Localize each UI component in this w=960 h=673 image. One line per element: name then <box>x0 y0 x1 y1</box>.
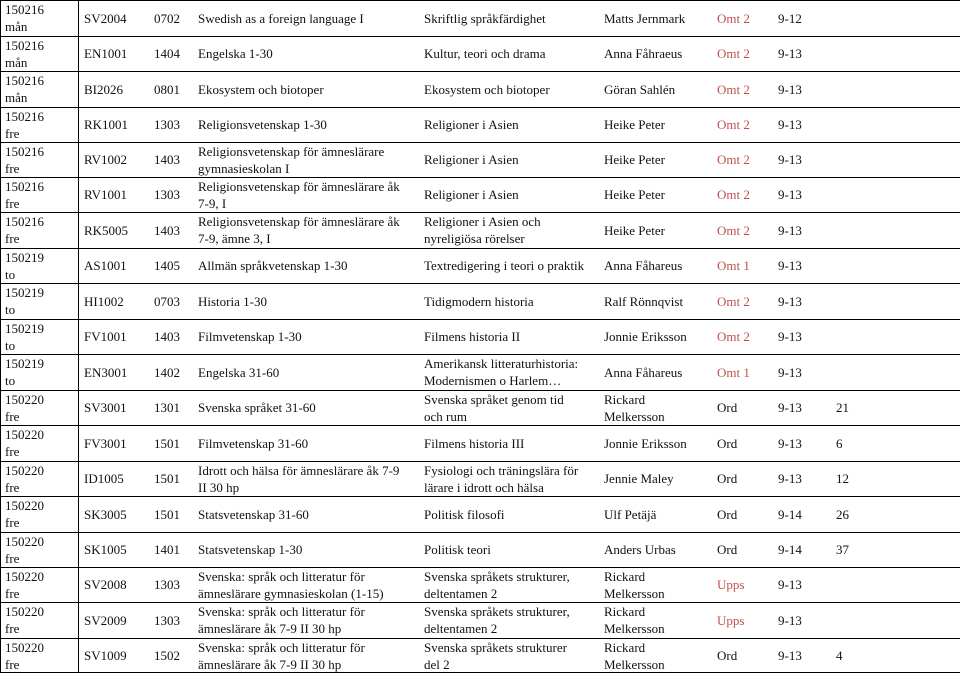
exam-date-line: 150219 <box>5 285 44 300</box>
course-term-code: 0801 <box>154 81 180 97</box>
course-code: FV3001 <box>84 435 127 451</box>
exam-date-line: 150220 <box>5 533 44 549</box>
exam-time: 9-13 <box>778 435 802 451</box>
exam-time: 9-13 <box>778 471 802 486</box>
exam-date <box>5 108 77 142</box>
course-name <box>198 257 347 274</box>
exam-type: Ord <box>717 506 738 522</box>
exam-module <box>424 116 519 133</box>
course-name-line: Svenska: språk och litteratur för <box>198 639 365 655</box>
exam-type: Ord <box>717 471 738 486</box>
teacher-name-line: Anna Fåhareus <box>604 364 683 380</box>
exam-date-line: 150220 <box>5 639 44 655</box>
course-name-line: Allmän språkvetenskap 1-30 <box>198 258 348 273</box>
exam-date <box>5 355 77 389</box>
course-code: SV2004 <box>84 10 127 26</box>
exam-date <box>5 178 77 212</box>
course-term-code: 1301 <box>154 400 180 415</box>
teacher-name-line: Heike Peter <box>604 152 666 167</box>
exam-room: 12 <box>836 471 849 486</box>
teacher-name-line: Matts Jernmark <box>604 10 686 26</box>
exam-module <box>424 151 519 168</box>
teacher-name-line: Rickard <box>604 391 646 407</box>
teacher-name-line: Jennie Maley <box>604 471 674 486</box>
exam-date <box>5 249 77 283</box>
course-name-line: Religionsvetenskap för ämneslärare åk <box>198 178 400 194</box>
course-term-code: 1403 <box>154 152 180 167</box>
exam-date <box>5 72 77 106</box>
exam-date <box>5 603 77 637</box>
exam-date-line: fre <box>5 656 20 672</box>
course-name <box>198 639 365 673</box>
exam-module-line: Textredigering i teori o praktik <box>424 258 585 273</box>
teacher-name <box>604 222 665 239</box>
teacher-name-line: Melkersson <box>604 585 665 601</box>
row-divider <box>0 177 960 178</box>
teacher-name-line: Ralf Rönnqvist <box>604 293 684 309</box>
exam-date <box>5 568 77 602</box>
teacher-name <box>604 541 676 558</box>
exam-module-line: Religioner i Asien <box>424 187 519 202</box>
teacher-name-line: Melkersson <box>604 656 665 672</box>
course-name-line: Engelska 1-30 <box>198 46 273 61</box>
row-divider <box>0 496 960 497</box>
exam-module <box>424 10 546 27</box>
exam-time: 9-14 <box>778 542 802 557</box>
course-name-line: 7-9, I <box>198 195 227 211</box>
exam-date <box>5 533 77 567</box>
course-term-code: 1501 <box>154 506 180 522</box>
course-name <box>198 143 384 177</box>
exam-room: 21 <box>836 400 849 415</box>
teacher-name-line: Heike Peter <box>604 222 666 238</box>
exam-module <box>424 328 520 345</box>
teacher-name-line: Anna Fåhraeus <box>604 46 683 61</box>
exam-module <box>424 45 546 62</box>
course-name <box>198 399 316 416</box>
teacher-name-line: Göran Sahlén <box>604 81 676 97</box>
exam-date-line: 150219 <box>5 320 44 336</box>
teacher-name-line: Melkersson <box>604 408 665 424</box>
exam-module <box>424 186 519 203</box>
course-code: SK3005 <box>84 506 127 522</box>
teacher-name-line: Jonnie Eriksson <box>604 329 687 344</box>
course-code: SV2008 <box>84 577 127 592</box>
exam-date <box>5 497 77 531</box>
exam-module-line: lärare i idrott och hälsa <box>424 479 544 495</box>
column-divider <box>0 0 1 673</box>
exam-module-line: Amerikansk litteraturhistoria: <box>424 356 579 371</box>
exam-module-line: Modernismen o Harlem… <box>424 373 562 388</box>
exam-module-line: del 2 <box>424 656 450 672</box>
exam-time: 9-13 <box>778 222 802 238</box>
teacher-name <box>604 293 683 310</box>
teacher-name-line: Anna Fåhareus <box>604 258 683 273</box>
teacher-name <box>604 603 665 637</box>
course-code: RV1001 <box>84 187 128 202</box>
teacher-name-line: Rickard <box>604 639 646 655</box>
exam-module <box>424 355 578 389</box>
teacher-name <box>604 639 665 673</box>
course-name-line: Svenska: språk och litteratur för <box>198 604 365 619</box>
exam-date-line: to <box>5 302 16 317</box>
exam-date-line: fre <box>5 160 20 176</box>
exam-module-line: Tidigmodern historia <box>424 293 534 309</box>
course-term-code: 1403 <box>154 329 180 344</box>
course-name <box>198 435 308 452</box>
course-name-line: Filmvetenskap 1-30 <box>198 329 302 344</box>
exam-module <box>424 639 567 673</box>
exam-module <box>424 391 564 425</box>
exam-type: Ord <box>717 400 738 415</box>
exam-type: Omt 2 <box>717 46 750 61</box>
course-name-line: ämneslärare åk 7-9 II 30 hp <box>198 656 342 672</box>
teacher-name-line: Jonnie Eriksson <box>604 435 687 451</box>
exam-module <box>424 541 491 558</box>
course-name <box>198 213 400 247</box>
exam-module-line: Religioner i Asien och <box>424 214 541 229</box>
exam-time: 9-13 <box>778 329 802 344</box>
exam-time: 9-13 <box>778 293 802 309</box>
row-divider <box>0 142 960 143</box>
course-name-line: Religionsvetenskap för ämneslärare <box>198 143 385 159</box>
course-code: RK5005 <box>84 222 129 238</box>
teacher-name-line: Melkersson <box>604 621 665 636</box>
exam-date-line: to <box>5 337 16 353</box>
teacher-name-line: Anders Urbas <box>604 542 676 557</box>
course-name <box>198 603 365 637</box>
exam-type: Upps <box>717 612 745 628</box>
exam-module <box>424 293 534 310</box>
exam-type: Upps <box>717 577 745 592</box>
exam-time: 9-13 <box>778 577 802 592</box>
course-name-line: II 30 hp <box>198 479 240 495</box>
exam-module-line: Fysiologi och träningslära för <box>424 462 579 478</box>
exam-date-line: 150216 <box>5 37 44 53</box>
exam-date <box>5 639 77 673</box>
exam-time: 9-13 <box>778 81 802 97</box>
exam-time: 9-13 <box>778 400 802 415</box>
course-name <box>198 10 364 27</box>
course-name <box>198 116 327 133</box>
exam-module <box>424 603 570 637</box>
teacher-name <box>604 45 682 62</box>
teacher-name-line: Heike Peter <box>604 117 666 132</box>
exam-module-line: Ekosystem och biotoper <box>424 81 550 97</box>
exam-type: Ord <box>717 435 738 451</box>
exam-date <box>5 143 77 177</box>
exam-type: Omt 1 <box>717 258 750 273</box>
exam-date-line: to <box>5 373 16 388</box>
exam-type: Ord <box>717 648 738 663</box>
exam-module-line: Religioner i Asien <box>424 117 519 132</box>
exam-date-line: fre <box>5 444 20 459</box>
exam-date-line: 150220 <box>5 427 44 442</box>
exam-type: Omt 2 <box>717 293 750 309</box>
exam-date-line: 150216 <box>5 2 44 17</box>
teacher-name <box>604 506 656 523</box>
exam-module <box>424 462 578 496</box>
exam-date-line: fre <box>5 231 20 246</box>
course-name <box>198 364 279 381</box>
course-code: ID1005 <box>84 471 124 486</box>
course-name <box>198 462 399 496</box>
course-name-line: Idrott och hälsa för ämneslärare åk 7-9 <box>198 462 400 478</box>
course-term-code: 0702 <box>154 10 180 26</box>
exam-room: 6 <box>836 435 843 451</box>
course-name <box>198 541 302 558</box>
course-name-line: Svenska språket 31-60 <box>198 400 316 415</box>
exam-room: 26 <box>836 506 849 522</box>
course-term-code: 1401 <box>154 542 180 557</box>
exam-module-line: Svenska språkets strukturer, <box>424 604 570 619</box>
teacher-name-line: Rickard <box>604 604 646 619</box>
exam-time: 9-13 <box>778 152 802 167</box>
exam-date-line: fre <box>5 195 20 211</box>
teacher-name <box>604 391 665 425</box>
exam-type: Omt 2 <box>717 187 750 202</box>
exam-date-line: mån <box>5 54 28 70</box>
exam-date <box>5 284 77 318</box>
row-divider <box>0 532 960 533</box>
exam-date <box>5 1 77 35</box>
exam-module <box>424 213 541 247</box>
exam-time: 9-13 <box>778 46 802 61</box>
exam-time: 9-13 <box>778 258 802 273</box>
course-name-line: gymnasieskolan I <box>198 160 290 176</box>
exam-type: Omt 2 <box>717 10 750 26</box>
exam-module-line: Svenska språkets strukturer, <box>424 568 570 584</box>
course-code: SV1009 <box>84 648 127 663</box>
course-code: BI2026 <box>84 81 123 97</box>
exam-date-line: 150220 <box>5 391 44 407</box>
course-name-line: ämneslärare åk 7-9 II 30 hp <box>198 621 342 636</box>
course-name-line: Religionsvetenskap för ämneslärare åk <box>198 214 400 229</box>
course-name <box>198 178 400 212</box>
row-divider <box>0 248 960 249</box>
exam-module-line: Filmens historia II <box>424 329 521 344</box>
course-code: AS1001 <box>84 258 127 273</box>
exam-time: 9-13 <box>778 117 802 132</box>
exam-module <box>424 257 584 274</box>
exam-date-line: fre <box>5 408 20 424</box>
exam-module <box>424 435 524 452</box>
teacher-name <box>604 568 665 602</box>
course-code: SK1005 <box>84 542 127 557</box>
row-divider <box>0 107 960 108</box>
row-divider <box>0 425 960 426</box>
exam-date-line: 150216 <box>5 178 44 194</box>
course-code: RK1001 <box>84 117 129 132</box>
exam-module <box>424 81 550 98</box>
course-name <box>198 81 324 98</box>
row-divider <box>0 0 960 1</box>
course-code: FV1001 <box>84 329 127 344</box>
course-term-code: 1303 <box>154 187 180 202</box>
exam-module-line: Politisk teori <box>424 542 491 557</box>
exam-type: Omt 2 <box>717 152 750 167</box>
course-term-code: 1402 <box>154 364 180 380</box>
exam-module-line: Religioner i Asien <box>424 152 519 167</box>
exam-time: 9-12 <box>778 10 802 26</box>
teacher-name <box>604 435 687 452</box>
exam-type: Omt 2 <box>717 329 750 344</box>
exam-module <box>424 568 570 602</box>
course-name-line: Filmvetenskap 31-60 <box>198 435 309 451</box>
course-term-code: 1502 <box>154 648 180 663</box>
course-name <box>198 293 267 310</box>
teacher-name <box>604 328 687 345</box>
exam-module-line: Kultur, teori och drama <box>424 46 546 61</box>
exam-date-line: fre <box>5 550 20 566</box>
exam-type: Omt 2 <box>717 117 750 132</box>
exam-date <box>5 37 77 71</box>
exam-room: 37 <box>836 542 849 557</box>
course-name-line: Historia 1-30 <box>198 293 267 309</box>
course-name-line: Svenska: språk och litteratur för <box>198 568 365 584</box>
exam-type: Omt 2 <box>717 222 750 238</box>
exam-date-line: fre <box>5 621 20 636</box>
course-term-code: 1501 <box>154 435 180 451</box>
exam-date-line: 150220 <box>5 462 44 478</box>
course-term-code: 1303 <box>154 117 180 132</box>
exam-type: Omt 2 <box>717 81 750 97</box>
exam-module-line: deltentamen 2 <box>424 621 498 636</box>
exam-type: Omt 1 <box>717 364 750 380</box>
exam-date-line: 150216 <box>5 73 44 88</box>
exam-module-line: Skriftlig språkfärdighet <box>424 10 546 26</box>
exam-date <box>5 391 77 425</box>
exam-date <box>5 320 77 354</box>
exam-type: Ord <box>717 542 738 557</box>
course-term-code: 1404 <box>154 46 180 61</box>
exam-module <box>424 506 505 523</box>
exam-date-line: to <box>5 266 16 282</box>
exam-module-line: Politisk filosofi <box>424 506 505 522</box>
course-code: HI1002 <box>84 293 124 309</box>
course-name <box>198 45 273 62</box>
exam-time: 9-13 <box>778 648 802 663</box>
teacher-name <box>604 186 665 203</box>
row-divider <box>0 319 960 320</box>
exam-date <box>5 426 77 460</box>
exam-module-line: och rum <box>424 408 467 424</box>
teacher-name <box>604 10 685 27</box>
course-term-code: 1403 <box>154 222 180 238</box>
exam-module-line: Filmens historia III <box>424 435 525 451</box>
course-name-line: Statsvetenskap 1-30 <box>198 542 303 557</box>
exam-date-line: 150219 <box>5 356 44 371</box>
teacher-name <box>604 364 682 381</box>
course-name-line: 7-9, ämne 3, I <box>198 231 271 246</box>
course-code: RV1002 <box>84 152 128 167</box>
exam-room: 4 <box>836 648 843 663</box>
column-divider <box>78 0 79 673</box>
course-name-line: Statsvetenskap 31-60 <box>198 506 309 522</box>
course-name <box>198 568 384 602</box>
teacher-name-line: Rickard <box>604 568 646 584</box>
teacher-name-line: Heike Peter <box>604 187 666 202</box>
row-divider <box>0 36 960 37</box>
course-name <box>198 506 309 523</box>
exam-module-line: nyreligiösa rörelser <box>424 231 525 246</box>
exam-module-line: Svenska språkets strukturer <box>424 639 567 655</box>
exam-date <box>5 462 77 496</box>
exam-date-line: 150220 <box>5 498 44 513</box>
course-name-line: Ekosystem och biotoper <box>198 81 324 97</box>
exam-date-line: fre <box>5 479 20 495</box>
exam-date-line: fre <box>5 125 20 141</box>
exam-date-line: 150220 <box>5 604 44 619</box>
exam-date-line: fre <box>5 585 20 601</box>
row-divider <box>0 283 960 284</box>
exam-time: 9-13 <box>778 612 802 628</box>
exam-date-line: 150216 <box>5 214 44 229</box>
teacher-name-line: Ulf Petäjä <box>604 506 657 522</box>
row-divider <box>0 71 960 72</box>
course-term-code: 1303 <box>154 577 180 592</box>
course-name <box>198 328 302 345</box>
teacher-name <box>604 81 675 98</box>
course-code: EN3001 <box>84 364 128 380</box>
exam-date-line: 150220 <box>5 568 44 584</box>
teacher-name <box>604 470 674 487</box>
course-name-line: ämneslärare gymnasieskolan (1-15) <box>198 585 384 601</box>
course-name-line: Engelska 31-60 <box>198 364 280 380</box>
course-code: SV2009 <box>84 612 127 628</box>
course-name-line: Religionsvetenskap 1-30 <box>198 117 327 132</box>
teacher-name <box>604 151 665 168</box>
exam-module-line: deltentamen 2 <box>424 585 498 601</box>
exam-time: 9-13 <box>778 187 802 202</box>
course-code: EN1001 <box>84 46 128 61</box>
exam-date-line: mån <box>5 19 28 34</box>
exam-date-line: mån <box>5 90 28 105</box>
exam-date-line: 150219 <box>5 249 44 265</box>
exam-time: 9-13 <box>778 364 802 380</box>
exam-time: 9-14 <box>778 506 802 522</box>
exam-date <box>5 213 77 247</box>
exam-date-line: 150216 <box>5 108 44 124</box>
course-term-code: 0703 <box>154 293 180 309</box>
course-code: SV3001 <box>84 400 127 415</box>
exam-module-line: Svenska språket genom tid <box>424 391 564 407</box>
exam-date-line: 150216 <box>5 143 44 159</box>
exam-date-line: fre <box>5 515 20 530</box>
course-name-line: Swedish as a foreign language I <box>198 10 364 26</box>
course-term-code: 1501 <box>154 471 180 486</box>
course-term-code: 1303 <box>154 612 180 628</box>
teacher-name <box>604 116 665 133</box>
teacher-name <box>604 257 682 274</box>
course-term-code: 1405 <box>154 258 180 273</box>
